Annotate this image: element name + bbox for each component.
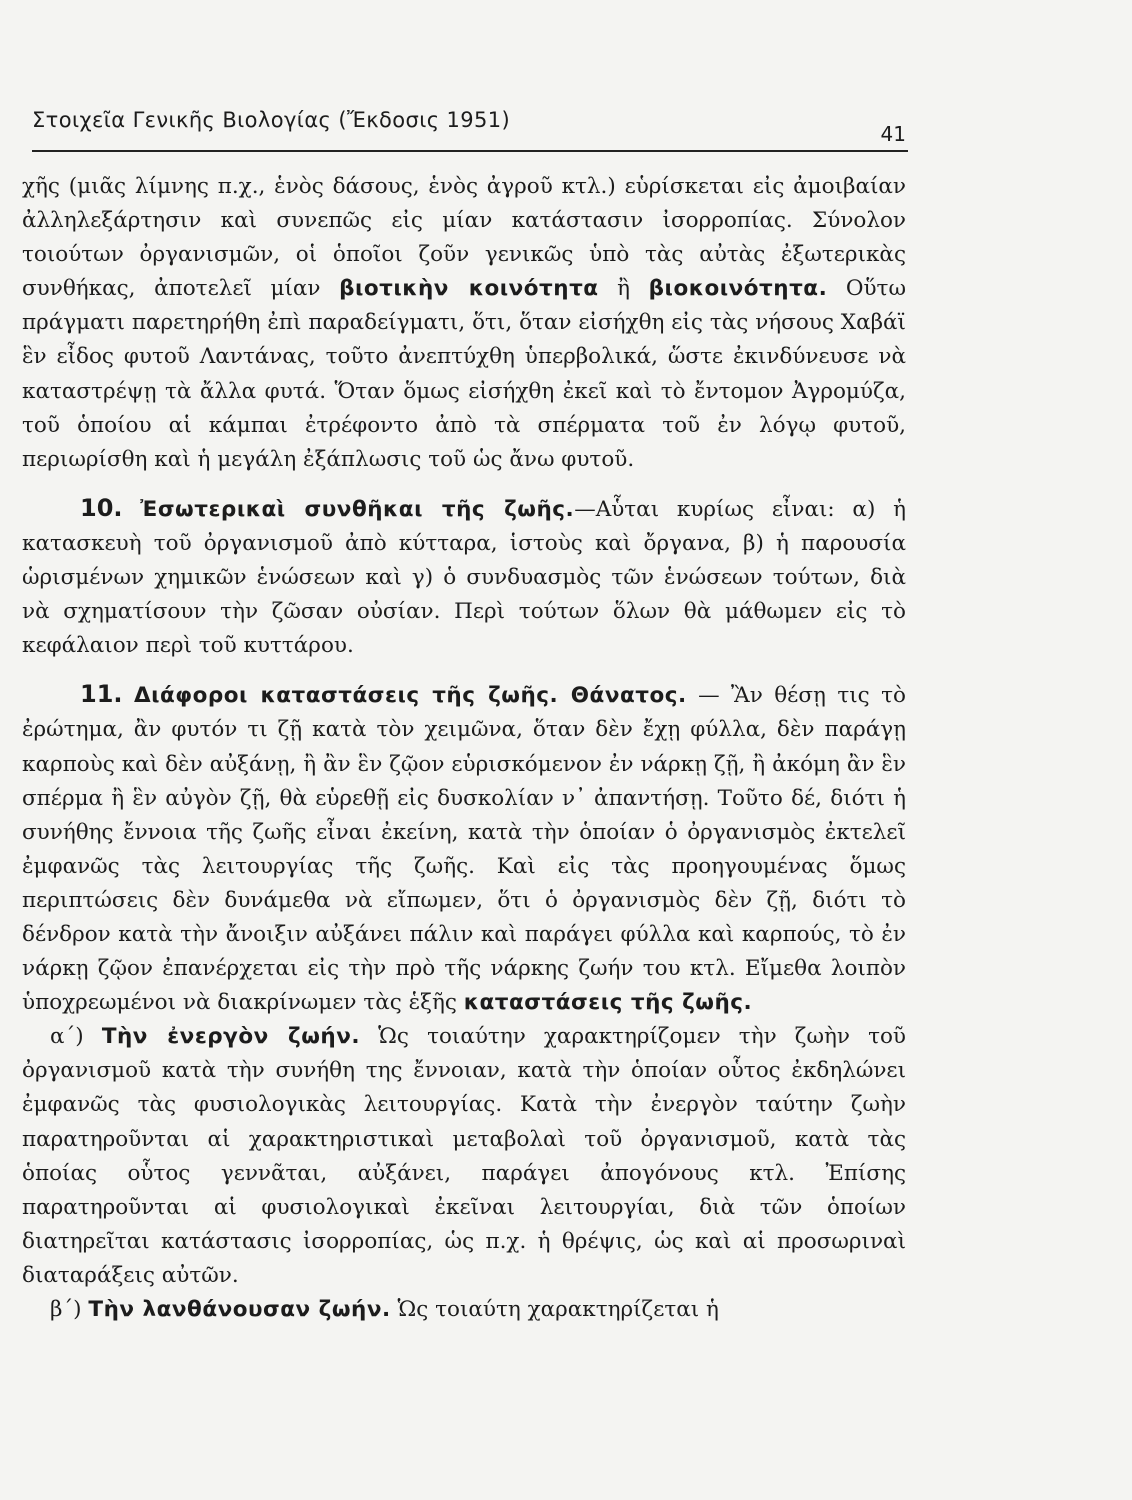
page-number: 41: [880, 122, 906, 146]
text-run: — Ἂν θέσῃ τις τὸ ἐρώτημα, ἂν φυτόν τι ζῇ κατὰ τὸν χειμῶνα, ὅταν δὲν ἔχῃ φύλλα, δὲν παράγῃ καρποὺς καὶ δὲν αὐξάνῃ, ἢ ἂν ἓν ζῷον εὑρισκόμενον ἐν νάρκῃ ζῇ, ἢ ἀκόμη ἂν ἓν σπέρμα ἢ ἓν αὐγὸν ζῇ, θὰ εὑρεθῇ εἰς δυσκολίαν ν᾿ ἀπαντήσῃ. Τοῦτο δέ, διότι ἡ συνήθης ἔννοια τῆς ζωῆς εἶναι ἐκείνη, κατὰ τὴν ὁποίαν ὁ ὀργανισμὸς ἐκτελεῖ ἐμφανῶς τὰς λειτουργίας τῆς ζωῆς. Καὶ εἰς τὰς προηγουμένας ὅμως περιπτώσεις δὲν δυνάμεθα νὰ εἴπωμεν, ὅτι ὁ ὀργανισμὸς δὲν ζῇ, διότι τὸ δένδρον κατὰ τὴν ἄνοιξιν αὐξάνει πάλιν καὶ παράγει φύλλα καὶ καρπούς, τὸ ἐν νάρκῃ ζῷον ἐπανέρχεται εἰς τὴν πρὸ τῆς νάρκης ζωήν του κτλ. Εἴμεθα λοιπὸν ὑποχρεωμένοι νὰ διακρίνωμεν τὰς ἑξῆς: [22, 683, 906, 1016]
bold-term: βιοκοινότητα.: [648, 276, 828, 302]
list-label: α΄): [50, 1024, 84, 1050]
text-run: χῆς (μιᾶς λίμνης π.χ., ἑνὸς δάσους, ἑνὸς ἀγροῦ κτλ.) εὑρίσκεται εἰς ἀμοιβαίαν ἀλληλεξάρτησιν καὶ συνεπῶς εἰς μίαν κατάστασιν ἰσορροπίας. Σύνολον τοιούτων ὀργανισμῶν, οἱ ὁποῖοι ζοῦν γενικῶς ὑπὸ τὰς αὐτὰς ἐξωτερικὰς συνθήκας, ἀποτελεῖ μίαν: [22, 174, 906, 302]
subsection-latent-life: [22, 1293, 906, 1327]
bold-term: καταστάσεις τῆς ζωῆς.: [463, 990, 753, 1016]
section-number: 11.: [80, 680, 123, 709]
section-number: 10.: [80, 493, 123, 522]
running-header: [32, 104, 908, 152]
subsection-active-life: [22, 1020, 906, 1293]
section-11: [22, 677, 906, 1020]
paragraph-biocommunity: [22, 170, 906, 477]
subsection-heading: Τὴν ἐνεργὸν ζωήν.: [101, 1024, 361, 1050]
text-run: ἢ: [598, 276, 649, 302]
text-run: Ὡς τοιαύτην χαρακτηρίζομεν τὴν ζωὴν τοῦ ὀργανισμοῦ κατὰ τὴν συνήθη της ἔννοιαν, κατὰ τὴν ὁποίαν οὗτος ἐκδηλώνει ἐμφανῶς τὰς φυσιολογικὰς λειτουργίας. Κατὰ τὴν ἐνεργὸν ταύτην ζωὴν παρατηροῦνται αἱ χαρακτηριστικαὶ μεταβολαὶ τοῦ ὀργανισμοῦ, κατὰ τὰς ὁποίας οὗτος γεννᾶται, αὐξάνει, παράγει ἀπογόνους κτλ. Ἐπίσης παρατηροῦνται αἱ φυσιολογικαὶ ἐκεῖναι λειτουργίαι, διὰ τῶν ὁποίων διατηρεῖται κατάστασις ἰσορροπίας, ὡς π.χ. ἡ θρέψις, ὡς καὶ αἱ προσωριναὶ διαταράξεις αὐτῶν.: [22, 1024, 906, 1288]
section-10: [22, 491, 906, 663]
subsection-heading: Τὴν λανθάνουσαν ζωήν.: [88, 1297, 391, 1322]
section-heading: Διάφοροι καταστάσεις τῆς ζωῆς. Θάνατος.: [133, 683, 687, 709]
text-run: Ὡς τοιαύτη χαρακτηρίζεται ἡ: [390, 1297, 719, 1322]
section-heading: Ἐσωτερικαὶ συνθῆκαι τῆς ζωῆς.: [140, 496, 575, 522]
body-text: [22, 170, 906, 1327]
bold-term: βιοτικὴν κοινότητα: [339, 276, 599, 302]
header-title: Στοιχεῖα Γενικῆς Βιολογίας (Ἔκδοσις 1951): [32, 108, 511, 132]
text-run: —Αὗται κυρίως εἶναι: α) ἡ κατασκευὴ τοῦ ὀργανισμοῦ ἀπὸ κύτταρα, ἱστοὺς καὶ ὄργανα, β) ἡ παρουσία ὡρισμένων χημικῶν ἑνώσεων καὶ γ) ὁ συνδυασμὸς τῶν ἑνώσεων τούτων, διὰ νὰ σχηματίσουν τὴν ζῶσαν οὐσίαν. Περὶ τούτων ὅλων θὰ μάθωμεν εἰς τὸ κεφάλαιον περὶ τοῦ κυττάρου.: [22, 496, 906, 659]
text-run: Οὕτω πράγματι παρετηρήθη ἐπὶ παραδείγματι, ὅτι, ὅταν εἰσήχθη εἰς τὰς νήσους Χαβάϊ ἓν εἶδος φυτοῦ Λαντάνας, τοῦτο ἀνεπτύχθη ὑπερβολικά, ὥστε ἐκινδύνευσε νὰ καταστρέψῃ τὰ ἄλλα φυτά. Ὅταν ὅμως εἰσήχθη ἐκεῖ καὶ τὸ ἔντομον Ἀγρομύζα, τοῦ ὁποίου αἱ κάμπαι ἐτρέφοντο ἀπὸ τὰ σπέρματα τοῦ ἐν λόγῳ φυτοῦ, περιωρίσθη καὶ ἡ μεγάλη ἐξάπλωσις τοῦ ὡς ἄνω φυτοῦ.: [22, 276, 906, 472]
list-label: β΄): [50, 1297, 82, 1322]
